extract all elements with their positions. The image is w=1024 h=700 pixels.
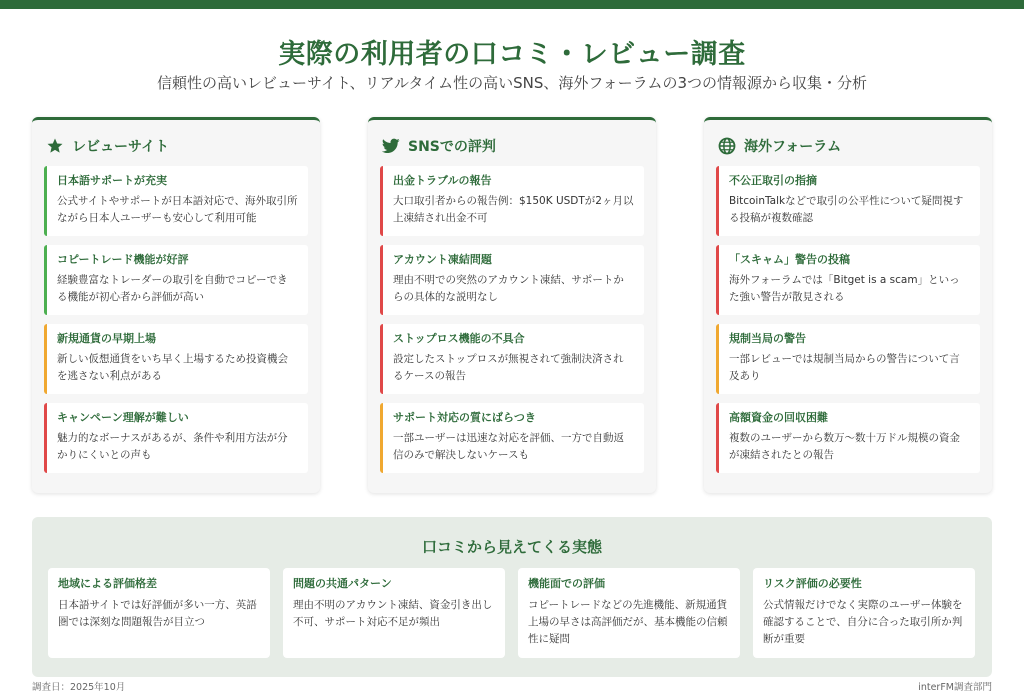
summary-card-text: 公式情報だけでなく実際のユーザー体験を確認することで、自分に合った取引所か判断が重要 bbox=[763, 599, 963, 645]
column-title: レビューサイト bbox=[72, 139, 170, 155]
sns-column bbox=[368, 117, 656, 493]
card-title: 新規通貨の早期上場 bbox=[57, 332, 156, 345]
card-text: 理由不明での突然のアカウント凍結、サポートからの具体的な説明なし bbox=[393, 274, 624, 303]
column-header bbox=[718, 136, 841, 156]
top-accent-bar bbox=[0, 0, 1024, 9]
review-card bbox=[380, 324, 644, 394]
card-text: 大口取引者からの報告例：$150K USDTが2ヶ月以上凍結され出金不可 bbox=[393, 195, 634, 224]
card-text: 公式サイトやサポートが日本語対応で、海外取引所ながら日本人ユーザーも安心して利用可能 bbox=[57, 195, 298, 224]
twitter-icon bbox=[382, 138, 400, 154]
summary-card-text: 理由不明のアカウント凍結、資金引き出し不可、サポート対応不足が頻出 bbox=[293, 599, 493, 628]
card-text: BitcoinTalkなどで取引の公平性について疑問視する投稿が複数確認 bbox=[729, 195, 964, 224]
card-title: 出金トラブルの報告 bbox=[393, 174, 492, 187]
card-text: 魅力的なボーナスがあるが、条件や利用方法が分かりにくいとの声も bbox=[57, 432, 288, 461]
card-title: 規制当局の警告 bbox=[729, 332, 806, 345]
organization-name: interFM調査部門 bbox=[918, 682, 992, 693]
column-header bbox=[382, 136, 496, 156]
card-title: コピートレード機能が好評 bbox=[57, 253, 189, 266]
card-title: ストップロス機能の不具合 bbox=[393, 332, 525, 345]
card-title: 「スキャム」警告の投稿 bbox=[729, 253, 850, 266]
card-title: キャンペーン理解が難しい bbox=[57, 411, 189, 424]
review-sites-column bbox=[32, 117, 320, 493]
card-title: 不公正取引の指摘 bbox=[729, 174, 817, 187]
card-title: 日本語サポートが充実 bbox=[57, 174, 167, 187]
summary-card-title: 問題の共通パターン bbox=[293, 577, 392, 590]
survey-date: 調査日：2025年10月 bbox=[32, 682, 126, 693]
card-title: サポート対応の質にばらつき bbox=[393, 411, 536, 424]
card-text: 設定したストップロスが無視されて強制決済されるケースの報告 bbox=[393, 353, 624, 382]
review-card bbox=[380, 403, 644, 473]
review-card bbox=[44, 166, 308, 236]
review-card bbox=[380, 166, 644, 236]
card-text: 一部レビューでは規制当局からの警告について言及あり bbox=[729, 353, 960, 382]
column-title: SNSでの評判 bbox=[408, 139, 496, 155]
card-text: 複数のユーザーから数万〜数十万ドル規模の資金が凍結されたとの報告 bbox=[729, 432, 960, 461]
summary-card bbox=[753, 568, 975, 658]
card-text: 経験豊富なトレーダーの取引を自動でコピーできる機能が初心者から評価が高い bbox=[57, 274, 288, 303]
summary-card-title: 機能面での評価 bbox=[528, 577, 605, 590]
summary-card-title: 地域による評価格差 bbox=[58, 577, 157, 590]
summary-card bbox=[48, 568, 270, 658]
summary-card-text: 日本語サイトでは好評価が多い一方、英語圏では深刻な問題報告が目立つ bbox=[58, 599, 257, 628]
star-icon bbox=[46, 137, 64, 155]
review-card bbox=[44, 324, 308, 394]
card-title: 高額資金の回収困難 bbox=[729, 411, 828, 424]
summary-panel bbox=[32, 517, 992, 677]
page-title: 実際の利用者の口コミ・レビュー調査 bbox=[278, 39, 746, 70]
review-card bbox=[716, 245, 980, 315]
summary-title: 口コミから見えてくる実態 bbox=[421, 538, 602, 556]
globe-icon bbox=[718, 137, 736, 155]
summary-card-title: リスク評価の必要性 bbox=[763, 577, 862, 590]
review-card bbox=[380, 245, 644, 315]
review-card bbox=[716, 403, 980, 473]
review-card bbox=[716, 166, 980, 236]
review-card bbox=[44, 245, 308, 315]
review-card bbox=[716, 324, 980, 394]
review-card bbox=[44, 403, 308, 473]
card-text: 海外フォーラムでは「Bitget is a scam」といった強い警告が散見される bbox=[729, 274, 960, 303]
card-title: アカウント凍結問題 bbox=[393, 253, 492, 266]
card-text: 一部ユーザーは迅速な対応を評価、一方で自動返信のみで解決しないケースも bbox=[393, 432, 624, 461]
overseas-forum-column bbox=[704, 117, 992, 493]
column-header bbox=[46, 136, 169, 156]
summary-card bbox=[518, 568, 740, 658]
summary-card-text: コピートレードなどの先進機能、新規通貨上場の早さは高評価だが、基本機能の信頼性に疑問 bbox=[528, 599, 728, 645]
summary-card bbox=[283, 568, 505, 658]
page-subtitle: 信頼性の高いレビューサイト、リアルタイム性の高いSNS、海外フォーラムの3つの情報源から収集・分析 bbox=[156, 74, 867, 92]
card-text: 新しい仮想通貨をいち早く上場するため投資機会を逃さない利点がある bbox=[57, 353, 288, 382]
column-title: 海外フォーラム bbox=[744, 139, 842, 155]
